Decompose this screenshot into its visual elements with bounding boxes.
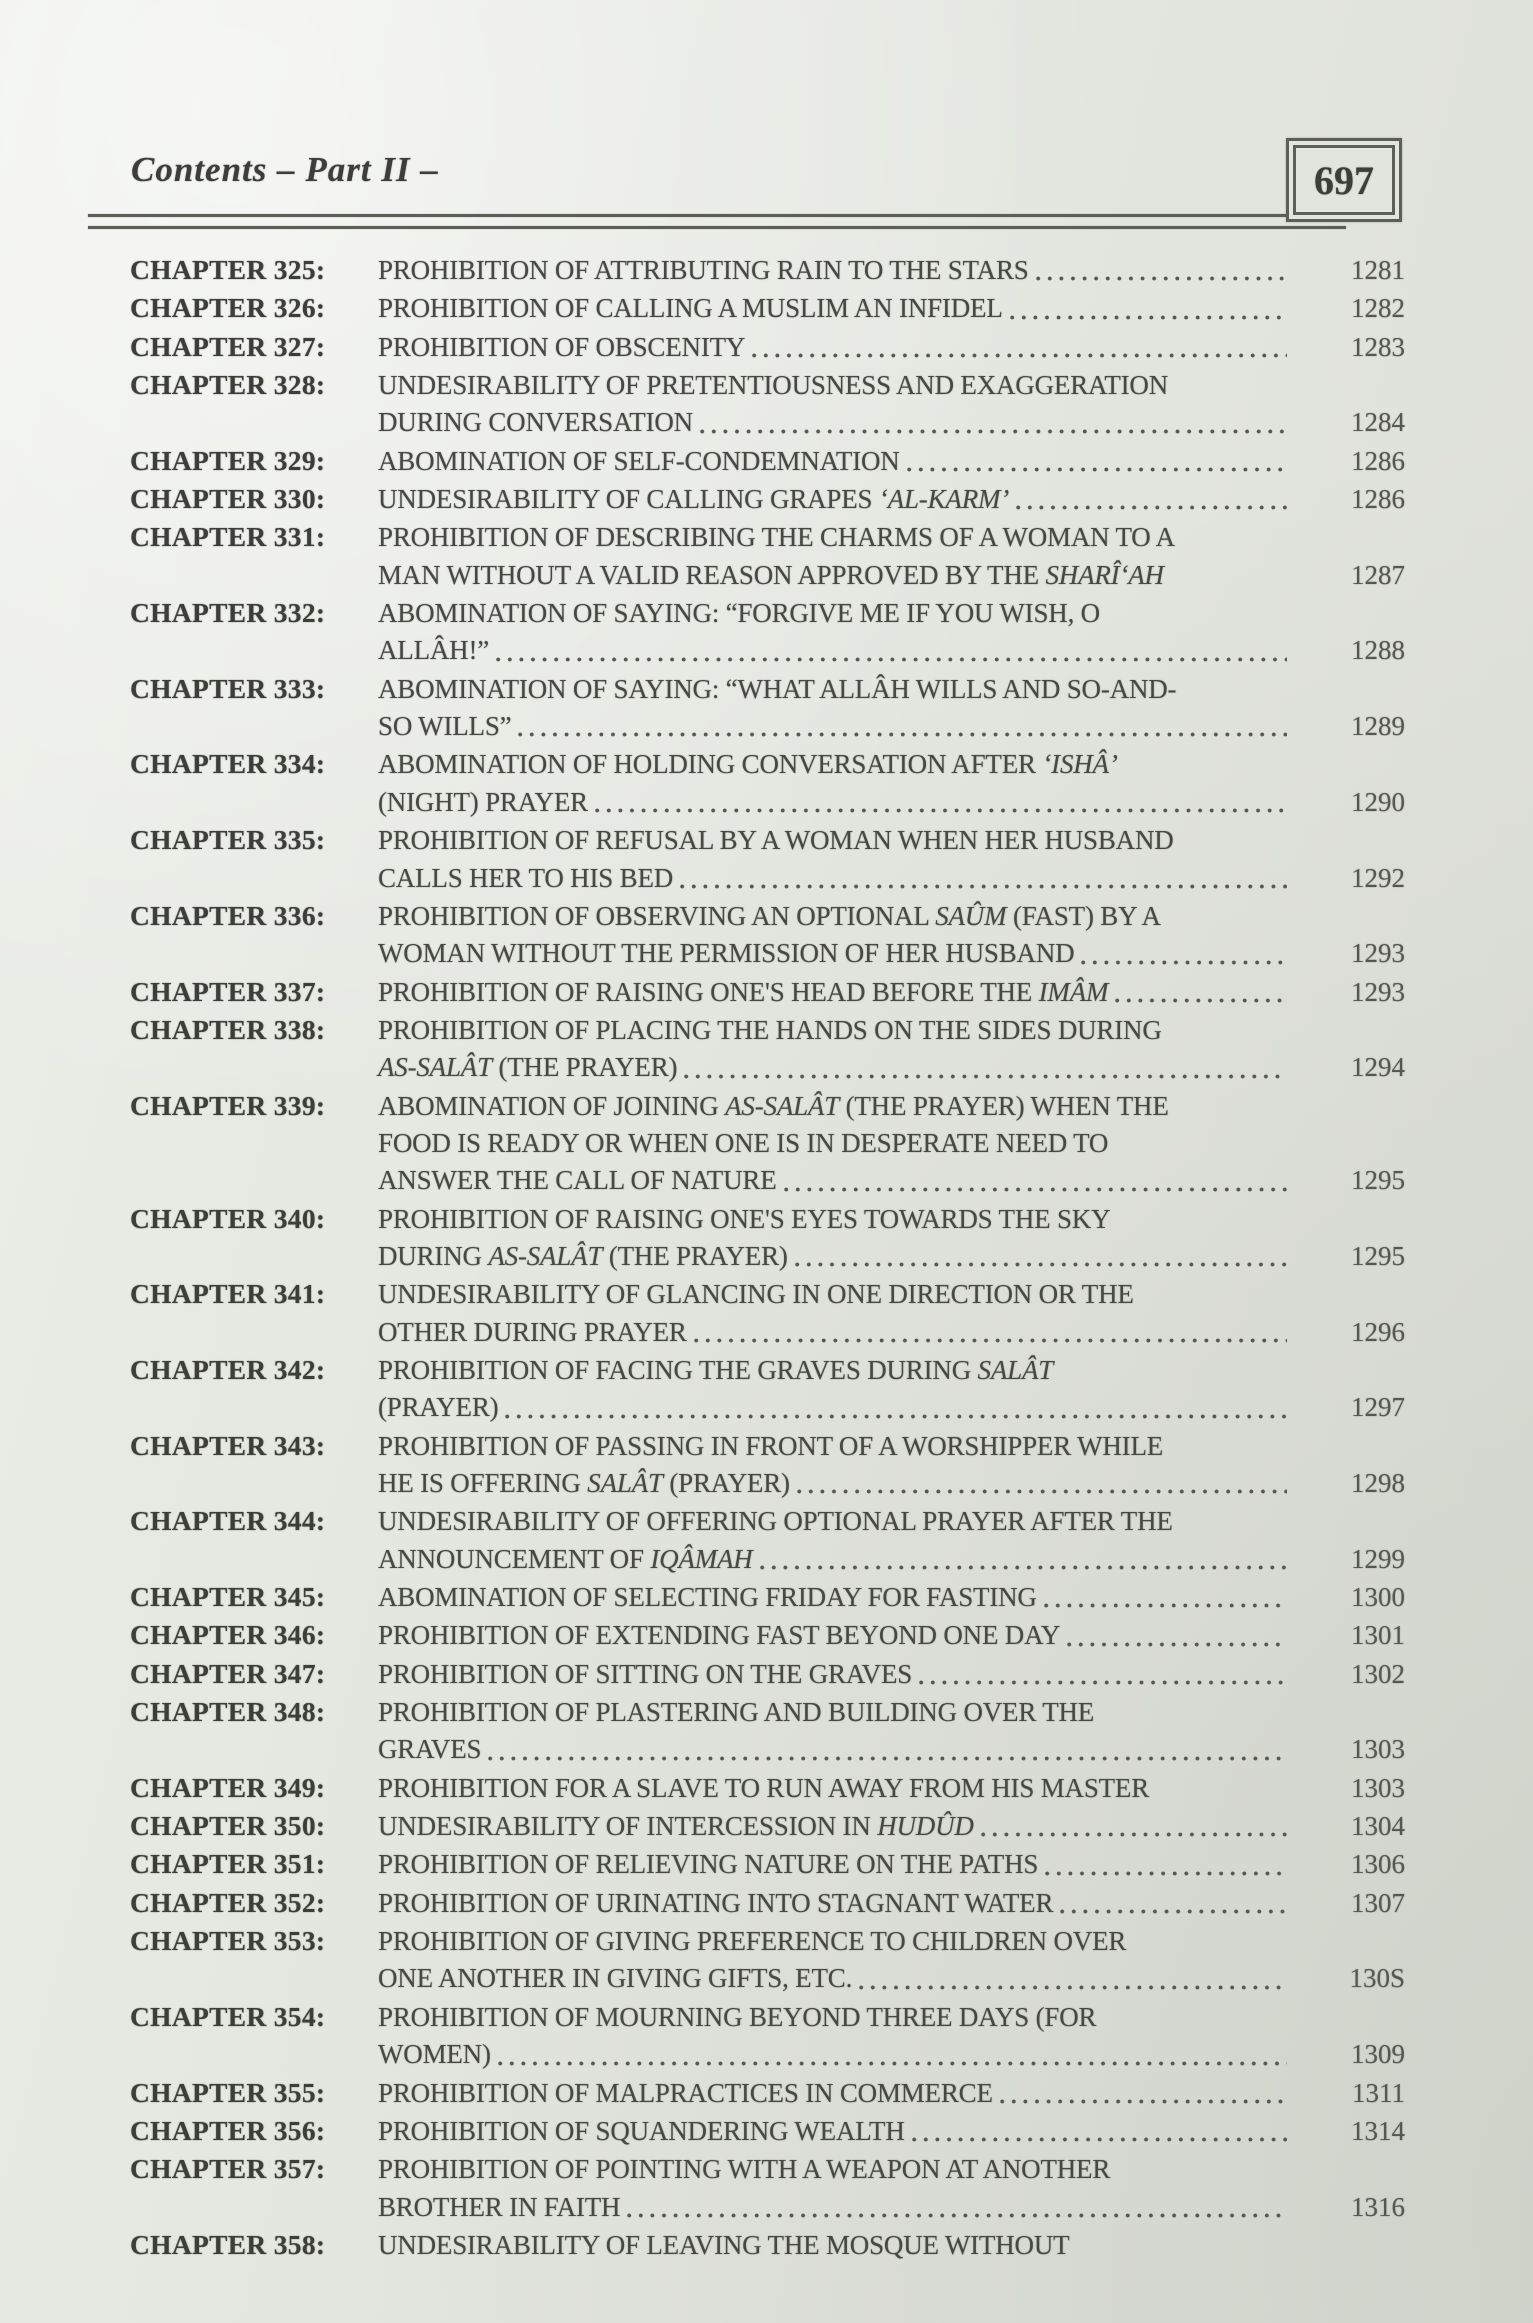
dot-leader (595, 806, 1287, 815)
toc-line (130, 2112, 1405, 2150)
chapter-label: CHAPTER 345: (130, 1581, 326, 1613)
page-ref: 1299 (1351, 1543, 1405, 1574)
dot-leader (797, 1487, 1287, 1496)
toc-entry (130, 289, 1405, 327)
dot-leader (1103, 2021, 1287, 2030)
chapter-label: CHAPTER 352: (130, 1886, 326, 1918)
entry-title: ONE ANOTHER IN GIVING GIFTS, ETC. (378, 1963, 853, 1994)
dot-leader (1010, 313, 1287, 322)
dot-leader (1117, 2174, 1287, 2183)
dot-leader (752, 351, 1287, 360)
entry-title: ABOMINATION OF SAYING: “FORGIVE ME IF YOU WISH, O (378, 598, 1100, 629)
chapter-label: CHAPTER 346: (130, 1619, 326, 1651)
dot-leader (1117, 1223, 1287, 1232)
entry-title: ABOMINATION OF SAYING: “WHAT ALLÂH WILLS AND SO-AND- (378, 673, 1177, 704)
toc-line (130, 708, 1405, 745)
page-ref: 1289 (1351, 711, 1405, 742)
page-ref: 1302 (1351, 1658, 1405, 1689)
page-ref: 1282 (1351, 293, 1405, 324)
dot-leader (1156, 1792, 1287, 1801)
toc-entry (130, 328, 1405, 366)
entry-title: PROHIBITION OF PASSING IN FRONT OF A WORSHIPPER WHILE (378, 1430, 1164, 1461)
page-ref: 130S (1349, 1963, 1405, 1994)
toc-line (130, 1087, 1405, 1125)
entry-title: SO WILLS” (378, 711, 512, 742)
entry-title: PROHIBITION OF MALPRACTICES IN COMMERCE (378, 2077, 993, 2108)
toc-line (130, 1465, 1405, 1502)
entry-title: ANSWER THE CALL OF NATURE (378, 1165, 777, 1196)
entry-title: DURING AS-SALÂT (THE PRAYER) (378, 1240, 788, 1271)
page-ref: 1296 (1351, 1316, 1405, 1347)
page-ref: 1286 (1351, 445, 1405, 476)
page-ref: 1303 (1351, 1734, 1405, 1765)
toc-entry (130, 1845, 1405, 1883)
entry-title: OTHER DURING PRAYER (378, 1316, 687, 1347)
dot-leader (505, 1412, 1287, 1421)
chapter-label: CHAPTER 341: (130, 1278, 326, 1310)
dot-leader (1169, 1034, 1287, 1043)
page-ref: 1307 (1351, 1887, 1405, 1918)
toc-line (130, 1275, 1405, 1313)
toc-line (130, 1427, 1405, 1465)
chapter-label: CHAPTER 335: (130, 824, 326, 856)
dot-leader (627, 2211, 1287, 2220)
chapter-label: CHAPTER 333: (130, 672, 326, 704)
toc-entry (130, 1200, 1405, 1276)
entry-title: UNDESIRABILITY OF CALLING GRAPES ‘AL-KARM’ (378, 484, 1010, 515)
entry-title: DURING CONVERSATION (378, 407, 693, 438)
dot-leader (1101, 1716, 1287, 1725)
page-ref: 1314 (1351, 2115, 1405, 2146)
chapter-label: CHAPTER 332: (130, 597, 326, 629)
dot-leader (1036, 274, 1287, 283)
toc-entry (130, 518, 1405, 594)
toc-line (130, 821, 1405, 859)
dot-leader (1133, 1945, 1287, 1954)
toc-line (130, 1200, 1405, 1238)
chapter-label: CHAPTER 326: (130, 292, 326, 324)
entry-title: ABOMINATION OF SELF-CONDEMNATION (378, 445, 900, 476)
toc-entry (130, 2112, 1405, 2150)
entry-title: CALLS HER TO HIS BED (378, 862, 674, 893)
toc-line (130, 328, 1405, 366)
toc-line (130, 1807, 1405, 1845)
entry-title: HE IS OFFERING SALÂT (PRAYER) (378, 1468, 790, 1498)
entry-title: PROHIBITION OF URINATING INTO STAGNANT WATER (378, 1887, 1054, 1918)
toc-line (130, 2036, 1405, 2073)
toc-line (130, 594, 1405, 632)
toc-line (130, 1884, 1405, 1922)
dot-leader (1170, 1450, 1287, 1459)
rule-line-bottom (88, 226, 1346, 229)
dot-leader (1060, 1907, 1287, 1916)
entry-title: UNDESIRABILITY OF PRETENTIOUSNESS AND EXAGGERATION (378, 370, 1168, 401)
chapter-label: CHAPTER 340: (130, 1202, 326, 1234)
page-number-inner-frame (1293, 145, 1395, 215)
dot-leader (1115, 1147, 1287, 1156)
entry-title: PROHIBITION OF GIVING PREFERENCE TO CHILDREN OVER (378, 1926, 1127, 1957)
entry-title: PROHIBITION OF RAISING ONE'S EYES TOWARDS THE SKY (378, 1203, 1111, 1234)
page-ref: 1297 (1351, 1392, 1405, 1423)
toc-line (130, 480, 1405, 518)
chapter-label: CHAPTER 353: (130, 1925, 326, 1957)
entry-title: PROHIBITION OF ATTRIBUTING RAIN TO THE STARS (378, 255, 1029, 285)
toc-entry (130, 1351, 1405, 1427)
entry-title: PROHIBITION OF EXTENDING FAST BEYOND ONE DAY (378, 1620, 1061, 1651)
page-ref: 1309 (1351, 2039, 1405, 2070)
toc-entry (130, 1011, 1405, 1087)
entry-title: WOMAN WITHOUT THE PERMISSION OF HER HUSBAND (378, 938, 1075, 969)
chapter-label: CHAPTER 336: (130, 899, 326, 931)
toc-line (130, 670, 1405, 708)
dot-leader (1076, 2249, 1287, 2258)
dot-leader (684, 1072, 1287, 1081)
toc-line (130, 251, 1405, 289)
entry-title: ABOMINATION OF JOINING AS-SALÂT (THE PRAYER) WHEN THE (378, 1090, 1169, 1121)
toc-line (130, 1578, 1405, 1616)
chapter-label: CHAPTER 329: (130, 444, 326, 476)
page-ref: 1316 (1351, 2191, 1405, 2222)
toc-line (130, 1125, 1405, 1162)
chapter-label: CHAPTER 334: (130, 748, 326, 780)
toc-entry (130, 1807, 1405, 1845)
toc-line (130, 784, 1405, 821)
dot-leader (488, 1754, 1287, 1763)
toc-line (130, 557, 1405, 594)
entry-title: UNDESIRABILITY OF GLANCING IN ONE DIRECTION OR THE (378, 1279, 1134, 1310)
chapter-label: CHAPTER 348: (130, 1696, 326, 1728)
dot-leader (1171, 579, 1287, 588)
page-ref: 1295 (1351, 1165, 1405, 1196)
toc-entry (130, 1502, 1405, 1578)
toc-line (130, 632, 1405, 669)
dot-leader (784, 1185, 1288, 1194)
dot-leader (1168, 920, 1287, 929)
page-ref: 1284 (1351, 407, 1405, 438)
entry-title: PROHIBITION OF SITTING ON THE GRAVES (378, 1658, 913, 1689)
page-ref: 1288 (1351, 635, 1405, 666)
chapter-label: CHAPTER 357: (130, 2153, 326, 2185)
dot-leader (1060, 1374, 1287, 1383)
entry-title: PROHIBITION OF DESCRIBING THE CHARMS OF A WOMAN TO A (378, 522, 1175, 553)
toc-entry (130, 821, 1405, 897)
toc-entry (130, 897, 1405, 973)
dot-leader (498, 2059, 1287, 2068)
toc-entry (130, 480, 1405, 518)
toc-entry (130, 1884, 1405, 1922)
chapter-label: CHAPTER 338: (130, 1013, 326, 1045)
entry-title: ALLÂH!” (378, 635, 490, 666)
dot-leader (919, 1678, 1287, 1687)
entry-title: PROHIBITION OF OBSCENITY (378, 331, 746, 362)
entry-title: UNDESIRABILITY OF LEAVING THE MOSQUE WITHOUT (378, 2229, 1070, 2260)
page-ref: 1286 (1351, 484, 1405, 515)
entry-title: GRAVES (378, 1734, 482, 1765)
page-number-box (1286, 138, 1402, 222)
toc-line (130, 518, 1405, 556)
toc-line (130, 1731, 1405, 1768)
dot-leader (518, 730, 1287, 739)
toc-line (130, 366, 1405, 404)
toc-entry (130, 1616, 1405, 1654)
chapter-label: CHAPTER 331: (130, 521, 326, 553)
dot-leader (907, 465, 1287, 474)
toc-line (130, 1655, 1405, 1693)
entry-title: PROHIBITION OF RELIEVING NATURE ON THE PATHS (378, 1849, 1039, 1880)
dot-leader (795, 1260, 1287, 1269)
toc-line (130, 1389, 1405, 1426)
chapter-label: CHAPTER 350: (130, 1810, 326, 1842)
entry-title: PROHIBITION OF RAISING ONE'S HEAD BEFORE THE IMÂM (378, 976, 1109, 1007)
page-ref: 1311 (1352, 2077, 1405, 2108)
entry-title: MAN WITHOUT A VALID REASON APPROVED BY THE SHARÎ‘AH (378, 559, 1164, 590)
toc-entry (130, 251, 1405, 289)
dot-leader (760, 1563, 1287, 1572)
page-ref: 1304 (1351, 1811, 1405, 1842)
toc-line (130, 860, 1405, 897)
chapter-label: CHAPTER 342: (130, 1353, 326, 1385)
toc-entry (130, 2074, 1405, 2112)
chapter-label: CHAPTER 339: (130, 1089, 326, 1121)
chapter-label: CHAPTER 343: (130, 1429, 326, 1461)
page-ref: 1294 (1351, 1052, 1405, 1083)
entry-title: PROHIBITION OF PLASTERING AND BUILDING OVER THE (378, 1697, 1095, 1728)
chapter-label: CHAPTER 327: (130, 330, 326, 362)
toc-line (130, 2226, 1405, 2264)
toc-line (130, 1351, 1405, 1389)
chapter-label: CHAPTER 330: (130, 483, 326, 515)
entry-title: ANNOUNCEMENT OF IQÂMAH (378, 1543, 753, 1574)
toc-line (130, 1314, 1405, 1351)
entry-title: PROHIBITION OF SQUANDERING WEALTH (378, 2115, 905, 2146)
toc-line (130, 1845, 1405, 1883)
entry-title: ABOMINATION OF HOLDING CONVERSATION AFTER ‘ISHÂ’ (378, 749, 1118, 780)
entry-title: PROHIBITION FOR A SLAVE TO RUN AWAY FROM HIS MASTER (378, 1772, 1150, 1803)
entry-title: PROHIBITION OF REFUSAL BY A WOMAN WHEN HER HUSBAND (378, 825, 1174, 856)
toc-line (130, 1616, 1405, 1654)
toc-line (130, 1998, 1405, 2036)
toc-entry (130, 442, 1405, 480)
dot-leader (694, 1336, 1287, 1345)
chapter-label: CHAPTER 356: (130, 2114, 326, 2146)
toc-line (130, 973, 1405, 1011)
page-number: 697 (1314, 157, 1374, 203)
toc-entry (130, 1578, 1405, 1616)
dot-leader (1182, 542, 1287, 551)
toc-line (130, 1769, 1405, 1807)
toc-line (130, 1502, 1405, 1540)
toc-line (130, 897, 1405, 935)
toc-line (130, 442, 1405, 480)
toc-entry (130, 1922, 1405, 1998)
toc-entry (130, 1275, 1405, 1351)
dot-leader (1115, 996, 1287, 1005)
page-ref: 1295 (1351, 1240, 1405, 1271)
toc-line (130, 289, 1405, 327)
chapter-label: CHAPTER 354: (130, 2000, 326, 2032)
rule-line-top (88, 214, 1346, 217)
page-ref: 1293 (1351, 976, 1405, 1007)
entry-title: AS-SALÂT (THE PRAYER) (378, 1052, 678, 1083)
entry-title: FOOD IS READY OR WHEN ONE IS IN DESPERATE NEED TO (378, 1127, 1109, 1158)
toc-entry (130, 1655, 1405, 1693)
entry-title: UNDESIRABILITY OF OFFERING OPTIONAL PRAYER AFTER THE (378, 1506, 1173, 1537)
header-rule (88, 214, 1346, 238)
toc-entry (130, 1769, 1405, 1807)
toc-entry (130, 2226, 1405, 2264)
toc-line (130, 1238, 1405, 1275)
dot-leader (1000, 2097, 1287, 2106)
page-ref: 1298 (1351, 1468, 1405, 1498)
toc-line (130, 1011, 1405, 1049)
page-ref: 1303 (1351, 1772, 1405, 1803)
toc-line (130, 1541, 1405, 1578)
entry-title: PROHIBITION OF FACING THE GRAVES DURING SALÂT (378, 1354, 1054, 1385)
chapter-label: CHAPTER 337: (130, 975, 326, 1007)
chapter-label: CHAPTER 355: (130, 2076, 326, 2108)
dot-leader (496, 655, 1287, 664)
toc-line (130, 2074, 1405, 2112)
page-ref: 1301 (1351, 1620, 1405, 1651)
toc-entry (130, 973, 1405, 1011)
toc-line (130, 2189, 1405, 2226)
toc-entry (130, 594, 1405, 670)
entry-title: PROHIBITION OF POINTING WITH A WEAPON AT ANOTHER (378, 2154, 1111, 2185)
entry-title: PROHIBITION OF CALLING A MUSLIM AN INFIDEL (378, 293, 1003, 324)
chapter-label: CHAPTER 328: (130, 369, 326, 401)
toc-line (130, 2150, 1405, 2188)
dot-leader (981, 1830, 1287, 1839)
toc-line (130, 1162, 1405, 1199)
dot-leader (1016, 503, 1287, 512)
entry-title: WOMEN) (378, 2039, 491, 2070)
chapter-label: CHAPTER 351: (130, 1848, 326, 1880)
dot-leader (680, 882, 1287, 891)
entry-title: (PRAYER) (378, 1392, 499, 1423)
chapter-label: CHAPTER 325: (130, 254, 326, 285)
toc-line (130, 1693, 1405, 1731)
dot-leader (700, 427, 1287, 436)
dot-leader (1044, 1601, 1287, 1610)
dot-leader (1081, 958, 1287, 967)
toc-line (130, 745, 1405, 783)
chapter-label: CHAPTER 344: (130, 1505, 326, 1537)
page-ref: 1283 (1351, 331, 1405, 362)
entry-title: PROHIBITION OF MOURNING BEYOND THREE DAYS (FOR (378, 2001, 1097, 2032)
page-ref: 1306 (1351, 1849, 1405, 1880)
entry-title: PROHIBITION OF PLACING THE HANDS ON THE SIDES DURING (378, 1014, 1162, 1045)
toc-line (130, 1960, 1405, 1997)
page-ref: 1281 (1351, 255, 1405, 285)
toc-entry (130, 366, 1405, 442)
entry-title: UNDESIRABILITY OF INTERCESSION IN HUDÛD (378, 1811, 974, 1842)
dot-leader (1067, 1640, 1287, 1649)
toc-list (130, 251, 1405, 2264)
toc-entry (130, 1427, 1405, 1503)
toc-entry (130, 745, 1405, 821)
dot-leader (1125, 769, 1287, 778)
dot-leader (912, 2135, 1287, 2144)
toc-entry (130, 1087, 1405, 1200)
entry-title: BROTHER IN FAITH (378, 2191, 621, 2222)
dot-leader (1175, 389, 1287, 398)
toc-entry (130, 2150, 1405, 2226)
entry-title: (NIGHT) PRAYER (378, 786, 588, 817)
page-ref: 1292 (1351, 862, 1405, 893)
dot-leader (1181, 845, 1287, 854)
dot-leader (1183, 693, 1287, 702)
chapter-label: CHAPTER 358: (130, 2228, 326, 2260)
dot-leader (1176, 1110, 1287, 1119)
page-ref: 1293 (1351, 938, 1405, 969)
page-ref: 1287 (1351, 559, 1405, 590)
dot-leader (1141, 1299, 1287, 1308)
toc-entry (130, 670, 1405, 746)
page-ref: 1290 (1351, 786, 1405, 817)
chapter-label: CHAPTER 349: (130, 1771, 326, 1803)
entry-title: ABOMINATION OF SELECTING FRIDAY FOR FASTING (378, 1582, 1037, 1613)
chapter-label: CHAPTER 347: (130, 1657, 326, 1689)
toc-line (130, 1922, 1405, 1960)
dot-leader (1107, 617, 1287, 626)
page-title: Contents – Part II – (131, 150, 439, 189)
toc-entry (130, 1693, 1405, 1769)
dot-leader (1180, 1526, 1287, 1535)
dot-leader (859, 1983, 1287, 1992)
toc-entry (130, 1998, 1405, 2074)
toc-line (130, 404, 1405, 441)
toc-line (130, 1049, 1405, 1086)
page-ref: 1300 (1351, 1582, 1405, 1613)
dot-leader (1045, 1869, 1287, 1878)
entry-title: PROHIBITION OF OBSERVING AN OPTIONAL SAÛM (FAST) BY A (378, 900, 1161, 931)
toc-line (130, 935, 1405, 972)
